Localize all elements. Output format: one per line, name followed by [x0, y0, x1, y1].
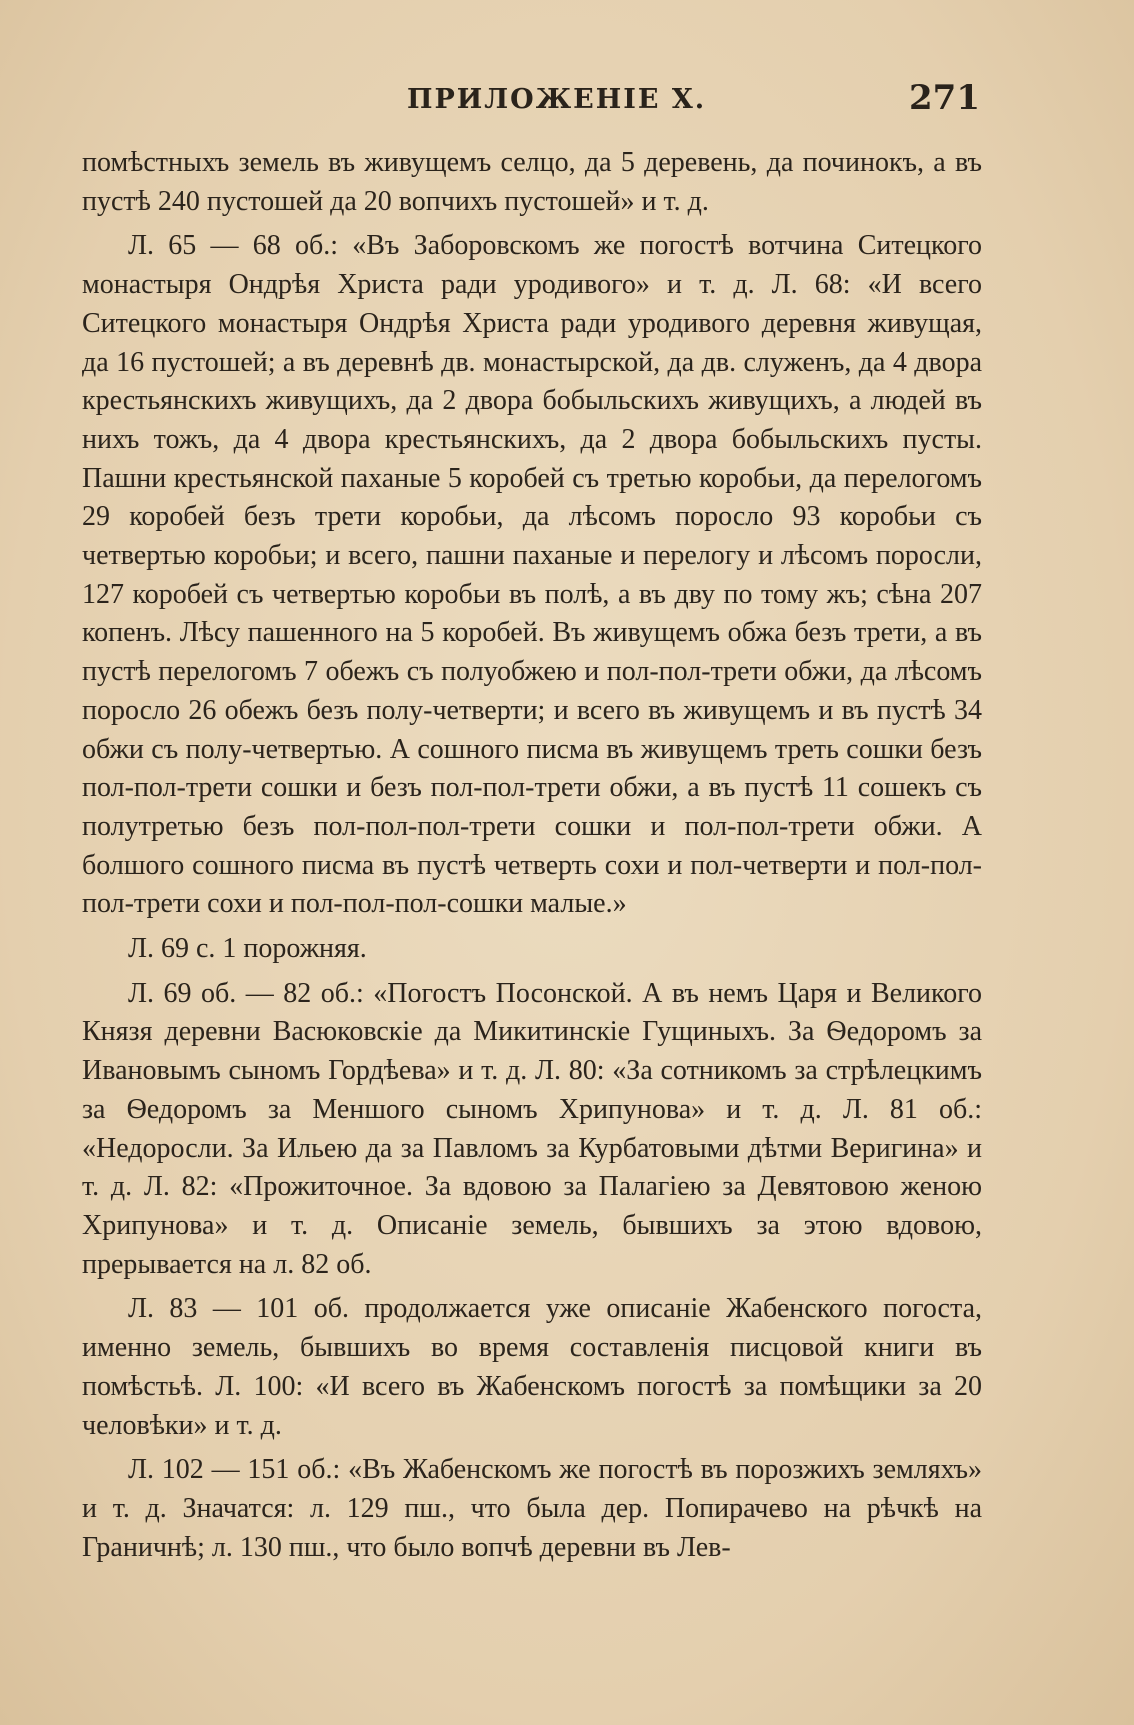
body-text	[82, 144, 982, 1573]
paragraph-6: Л. 102 — 151 об.: «Въ Жабенскомъ же погостѣ въ порозжихъ земляхъ» и т. д. Значатся: л. 129 пш., что была дер. Попирачево на рѣчкѣ на Граничнѣ; л. 130 пш., что было вопчѣ деревни въ Лев-	[82, 1454, 982, 1563]
paragraph-1: помѣстныхъ земель въ живущемъ селцо, да 5 деревень, да починокъ, а въ пустѣ 240 пустошей да 20 вопчихъ пустошей» и т. д.	[82, 147, 982, 217]
paragraph-4: Л. 69 об. — 82 об.: «Погостъ Посонской. А въ немъ Царя и Великого Князя деревни Васюковскіе да Микитинскіе Гущиныхъ. За Ѳедоромъ за Ивановымъ сыномъ Гордѣева» и т. д. Л. 80: «За сотникомъ за стрѣлецкимъ за Ѳедоромъ за Меншого сыномъ Хрипунова» и т. д. Л. 81 об.: «Недоросли. За Ильею да за Павломъ за Курбатовыми дѣтми Веригина» и т. д. Л. 82: «Прожиточное. За вдовою за Палагіею за Девятовою женою Хрипунова» и т. д. Описаніе земель, бывшихъ за этою вдовою, прерывается на л. 82 об.	[82, 977, 982, 1280]
page-number: 271	[909, 78, 980, 118]
running-title: ПРИЛОЖЕНІЕ X.	[407, 84, 707, 115]
paragraph-3: Л. 69 с. 1 порожняя.	[128, 933, 367, 965]
paragraph-2: Л. 65 — 68 об.: «Въ Заборовскомъ же погостѣ вотчина Ситецкого монастыря Ондрѣя Христа ради уродивого» и т. д. Л. 68: «И всего Ситецкого монастыря Ондрѣя Христа ради уродивого деревня живущая, да 16 пустошей; а въ деревнѣ дв. монастырской, да дв. служенъ, да 4 двора крестьянскихъ живущихъ, да 2 двора бобыльскихъ живущихъ, а людей въ нихъ тожъ, да 4 двора крестьянскихъ, да 2 двора бобыльскихъ пусты. Пашни крестьянской паханые 5 коробей съ третью коробьи, да перелогомъ 29 коробей безъ трети коробьи, да лѣсомъ поросло 93 коробьи съ четвертью коробьи; и всего, пашни паханые и перелогу и лѣсомъ поросли, 127 коробей съ четвертью коробьи въ полѣ, а въ дву по тому жъ; сѣна 207 копенъ. Лѣсу пашенного на 5 коробей. Въ живущемъ обжа безъ трети, а въ пустѣ перелогомъ 7 обежъ съ полуобжею и пол-пол-трети обжи, да лѣсомъ поросло 26 обежъ безъ полу-четверти; и всего въ живущемъ и въ пустѣ 34 обжи съ полу-четвертью. А сошного писма въ живущемъ треть сошки безъ пол-пол-трети сошки и безъ пол-пол-трети обжи, а въ пустѣ 11 сошекъ съ полутретью безъ пол-пол-пол-трети сошки и пол-пол-трети обжи. А болшого сошного писма въ пустѣ четверть сохи и пол-четверти и пол-пол-пол-трети сохи и пол-пол-пол-сошки малые.»	[82, 230, 982, 920]
paragraph-5: Л. 83 — 101 об. продолжается уже описаніе Жабенского погоста, именно земель, бывшихъ во время составленія писцовой книги въ помѣстьѣ. Л. 100: «И всего въ Жабенскомъ погостѣ за помѣщики за 20 человѣки» и т. д.	[82, 1293, 982, 1441]
running-header	[82, 78, 982, 118]
